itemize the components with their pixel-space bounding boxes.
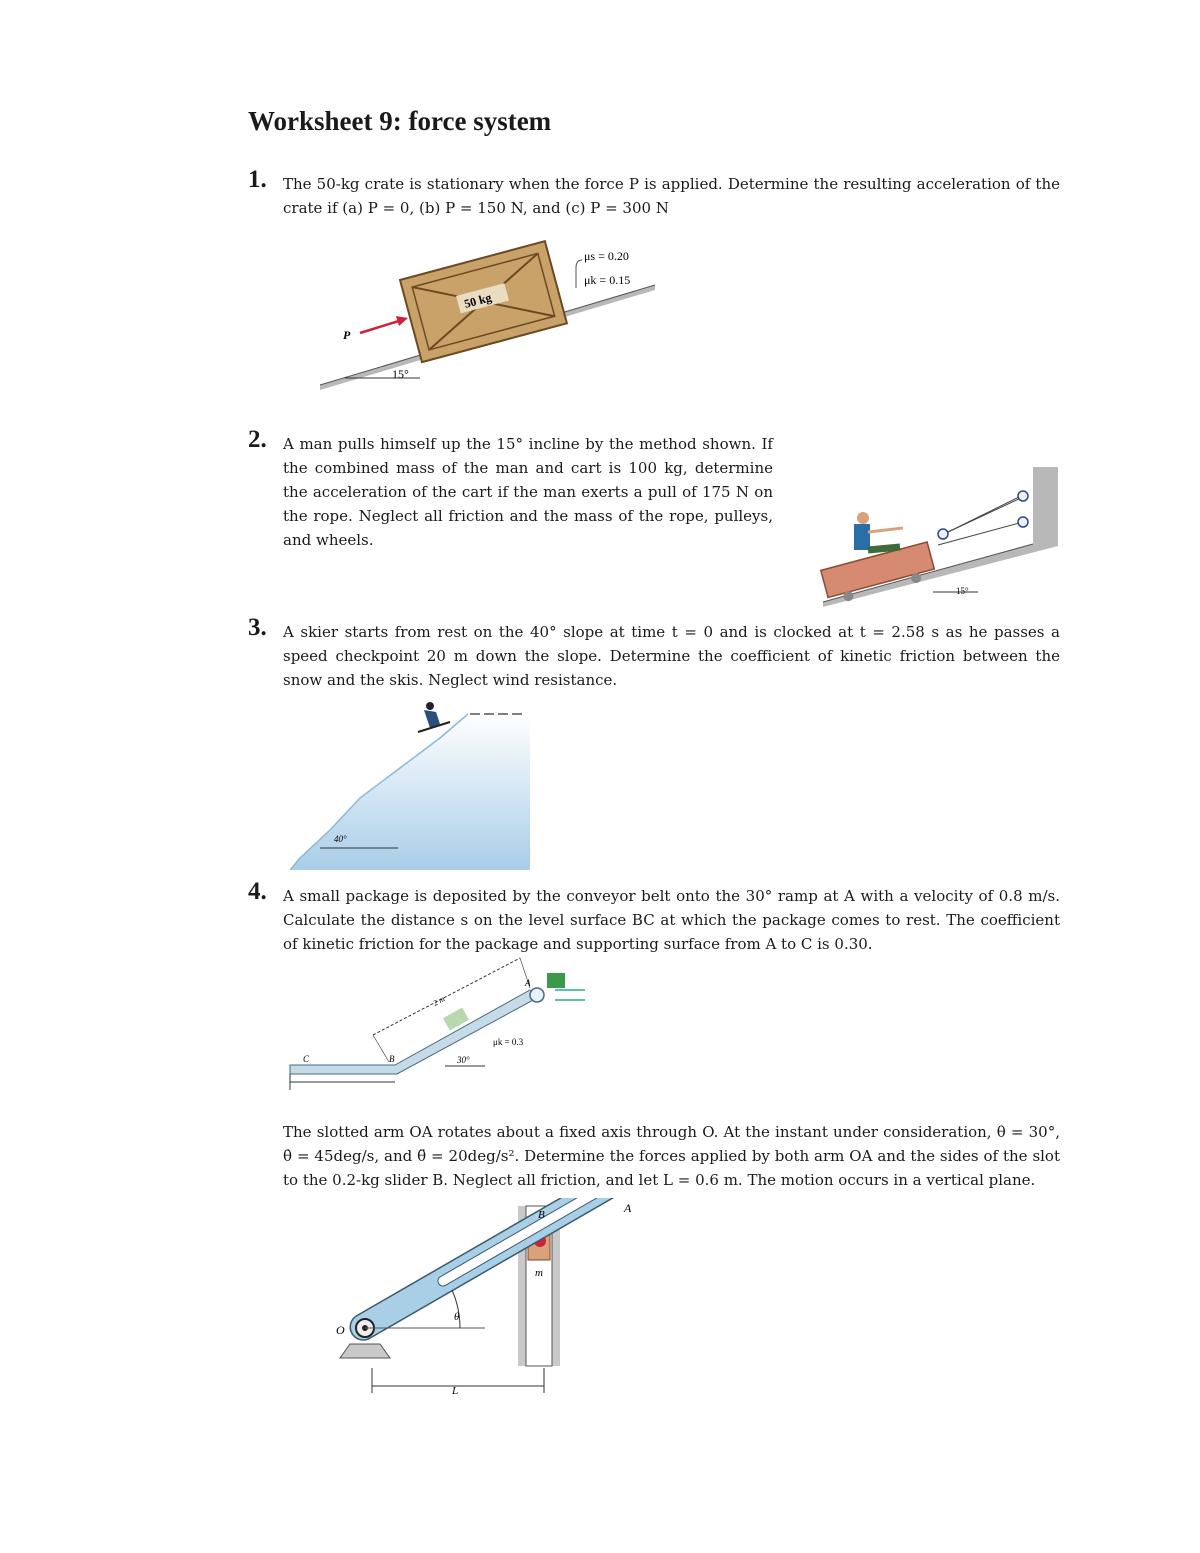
problem-3: [248, 614, 1060, 692]
problem-number: 1.: [248, 166, 267, 193]
worksheet-title: Worksheet 9: force system: [248, 106, 552, 136]
mu-k-label: μk = 0.15: [584, 273, 631, 287]
problem-text: A small package is deposited by the conveyor belt onto the 30° ramp at A with a velocity of 0.8 m/s. Calculate the distance s on the level surface BC at which the package comes to rest. The coefficient of kinetic friction for the package and supporting surface from A to C is 0.30.: [283, 887, 1060, 953]
label-l: L: [452, 1385, 459, 1397]
problem-number: 3.: [248, 614, 267, 641]
skier-slope-figure: [290, 698, 535, 870]
crate: [400, 241, 567, 362]
problem-4: [248, 878, 1060, 956]
angle-label: 15°: [956, 586, 969, 596]
force-arrow: [360, 320, 402, 333]
angle-label: 15°: [392, 367, 409, 381]
man: [854, 512, 903, 550]
problem-text: A man pulls himself up the 15° incline by the method shown. If the combined mass of the man and cart is 100 kg, determine the acceleration of the cart if the man exerts a pull of 175 N on the rope. Neglect all friction and the mass of the rope, pulleys, and wheels.: [283, 435, 773, 549]
problem-text: The 50-kg crate is stationary when the force P is applied. Determine the resulting acceleration of the crate if (a) P = 0, (b) P = 150 N, and (c) P = 300 N: [283, 175, 1060, 217]
slotted-arm: [346, 1198, 627, 1345]
problem-number: 2.: [248, 426, 267, 453]
problem-1: [248, 166, 1060, 220]
conveyor-ramp-figure: [285, 950, 595, 1110]
slotted-arm-figure: [330, 1198, 655, 1403]
skier: [418, 702, 450, 732]
problem-number: 4.: [248, 878, 267, 905]
force-label: P: [343, 328, 351, 342]
label-theta: θ: [454, 1311, 460, 1323]
problem-5: [248, 1120, 1060, 1192]
mass-label: 50 kg: [462, 290, 494, 311]
problem-text: The slotted arm OA rotates about a fixed axis through O. At the instant under consideration, θ = 30°, θ̇ = 45deg/s, and θ̈ = 20deg/s². Determine the forces applied by both arm OA and the sides of the slot to the 0.2-kg slider B. Neglect all friction, and let L = 0.6 m. The motion occurs in a vertical plane.: [283, 1123, 1060, 1189]
angle-label: 40°: [334, 834, 347, 844]
label-a: A: [624, 1201, 632, 1215]
mu-label: μk = 0.3: [493, 1037, 524, 1047]
length-label: 2 m: [431, 994, 447, 1008]
problem-text: A skier starts from rest on the 40° slope at time t = 0 and is clocked at t = 2.58 s as he passes a speed checkpoint 20 m down the slope. Determine the coefficient of kinetic friction between the snow and the skis. Neglect wind resistance.: [283, 623, 1060, 689]
label-b: B: [389, 1054, 395, 1064]
angle-label: 30°: [457, 1055, 470, 1065]
label-c: C: [303, 1054, 310, 1064]
crate-incline-figure: [310, 240, 670, 390]
cart-incline-figure: [818, 462, 1063, 607]
label-m: m: [535, 1267, 543, 1279]
mu-s-label: μs = 0.20: [584, 249, 629, 263]
label-b: B: [538, 1209, 545, 1221]
label-o: O: [336, 1323, 345, 1337]
label-a: A: [525, 978, 531, 988]
